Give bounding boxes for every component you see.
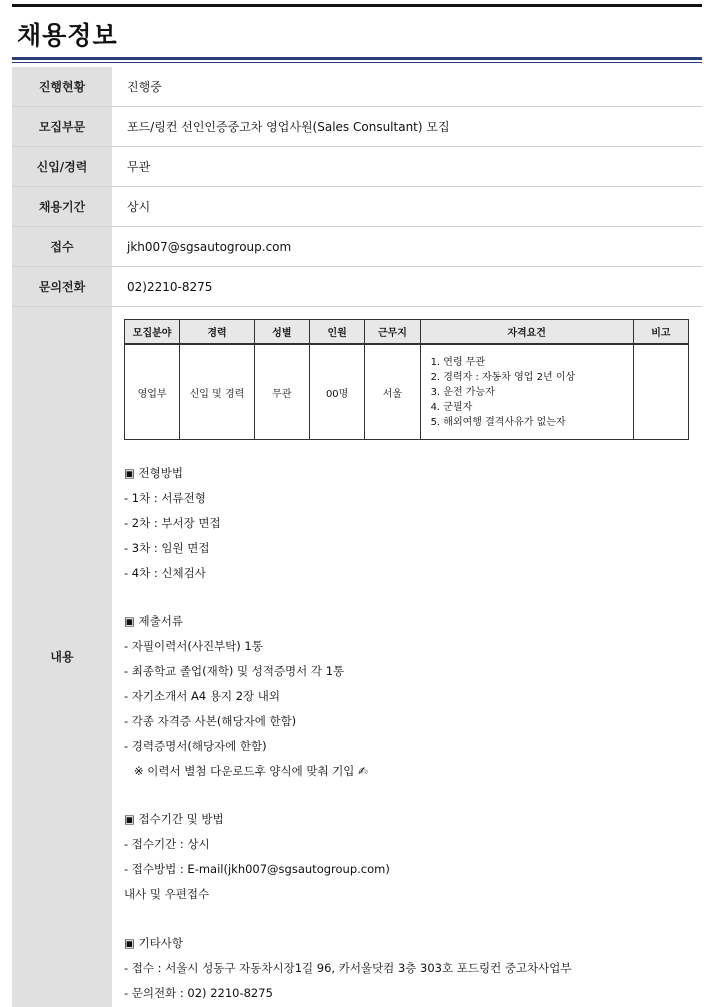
header-gender: 성별 [254,320,309,345]
header-count: 인원 [309,320,364,345]
cell-gender: 무관 [254,344,309,440]
row-division [12,107,702,147]
qualification-item: 5. 해외여행 결격사유가 없는자 [430,416,566,428]
section-etc [124,931,701,1006]
row-value: jkh007@sgsautogroup.com [127,239,292,254]
header-qualifications: 자격요건 [420,320,633,345]
cell-qualifications [420,344,633,440]
section-application [124,807,701,907]
header-remark: 비고 [633,320,688,345]
title-underline [12,57,702,60]
list-item: 내사 및 우편접수 [124,887,210,901]
title-underline-thin [12,62,702,63]
list-item: - 접수방법 : E-mail(jkh007@sgsautogroup.com) [124,862,390,876]
cell-count: 00명 [309,344,364,440]
row-contact [12,267,702,307]
section-title: ▣ 기타사항 [124,936,183,950]
row-value: 무관 [127,160,151,174]
section-documents [124,609,701,784]
row-label: 접수 [12,227,112,266]
row-application [12,227,702,267]
list-item: - 접수기간 : 상시 [124,837,210,851]
row-value: 진행중 [127,80,162,94]
list-item: - 자기소개서 A4 용지 2장 내외 [124,689,281,703]
row-value: 포드/링컨 선인인증중고차 영업사원(Sales Consultant) 모집 [127,120,450,134]
list-item: - 4차 : 신체검사 [124,566,206,580]
row-label: 문의전화 [12,267,112,306]
section-title: ▣ 접수기간 및 방법 [124,812,224,826]
cell-career: 신입 및 경력 [180,344,254,440]
page-title: 채용정보 [17,21,118,50]
qualification-item: 1. 연령 무관 [430,356,486,368]
cell-remark [633,344,688,440]
list-item: - 3차 : 임원 면접 [124,541,210,555]
qualification-item: 2. 경력자 : 자동차 영업 2년 이상 [430,371,576,383]
row-label: 모집부문 [12,107,112,146]
header-career: 경력 [180,320,254,345]
row-status [12,67,702,107]
row-label: 진행현황 [12,67,112,106]
list-item: - 최종학교 졸업(재학) 및 성적증명서 각 1통 [124,664,345,678]
qualification-item: 3. 운전 가능자 [430,386,495,398]
list-item: - 1차 : 서류전형 [124,491,206,505]
list-item: - 2차 : 부서장 면접 [124,516,221,530]
header-field: 모집분야 [125,320,180,345]
row-label: 내용 [12,307,112,1007]
section-title: ▣ 전형방법 [124,466,183,480]
section-process [124,461,701,586]
row-label: 채용기간 [12,187,112,226]
job-info-table [12,67,702,1007]
requirements-table [124,319,689,440]
list-item: - 문의전화 : 02) 2210-8275 [124,986,273,1000]
row-value: 상시 [127,200,151,214]
section-title: ▣ 제출서류 [124,614,183,628]
row-content [12,307,702,1007]
header-location: 근무지 [365,320,420,345]
list-item: - 각종 자격증 사본(해당자에 한함) [124,714,297,728]
row-period [12,187,702,227]
cell-location: 서울 [365,344,420,440]
cell-field: 영업부 [125,344,180,440]
list-item: - 접수 : 서울시 성동구 자동차시장1길 96, 카서울닷컴 3층 303호 포드링컨 중고차사업부 [124,961,572,975]
list-item: - 경력증명서(해당자에 한함) [124,739,267,753]
row-value: 02)2210-8275 [127,279,213,294]
table-row [125,344,689,440]
content-body [124,319,701,1000]
table-header-row [125,320,689,345]
row-career-type [12,147,702,187]
row-label: 신입/경력 [12,147,112,186]
list-item: - 자필이력서(사진부탁) 1통 [124,639,263,653]
qualification-item: 4. 군필자 [430,401,473,413]
top-rule [12,4,702,7]
download-note: ※ 이력서 별첨 다운로드후 양식에 맞춰 기입 ✍ [134,764,368,778]
